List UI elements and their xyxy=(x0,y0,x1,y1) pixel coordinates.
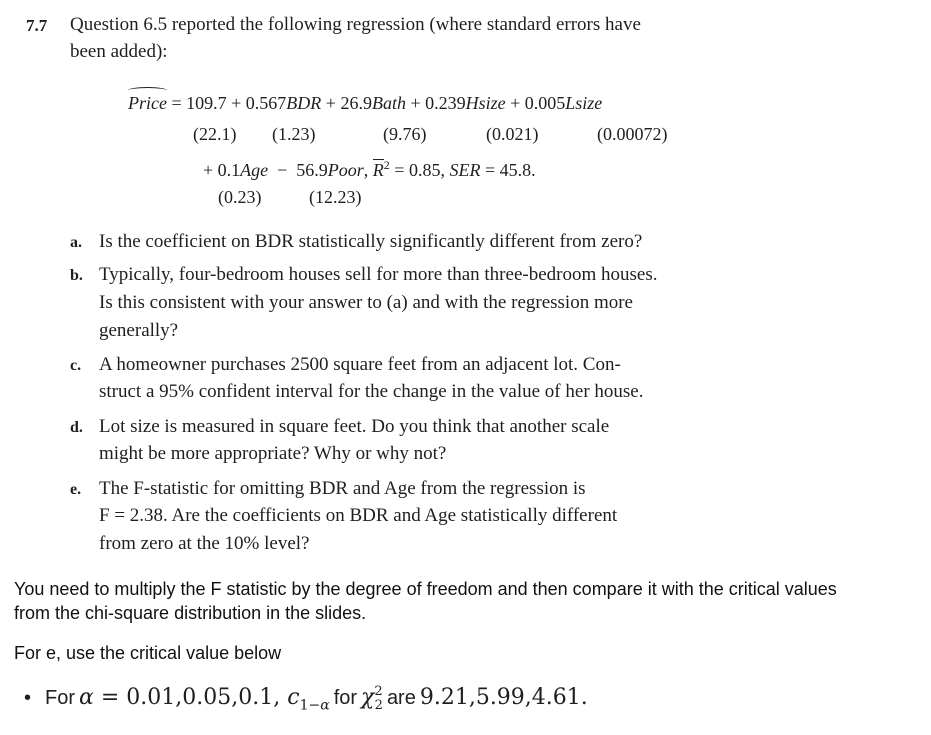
part-b-label: b. xyxy=(70,267,83,284)
bullet-dot: • xyxy=(24,687,32,709)
se-1: (22.1) xyxy=(193,124,237,144)
note-line-1: You need to multiply the F statistic by the degree of freedom and then compare it with the critical values xyxy=(14,579,837,599)
part-e-label: e. xyxy=(70,481,82,498)
part-c-line-1: A homeowner purchases 2500 square feet from an adjacent lot. Con- xyxy=(99,354,621,375)
part-e-line-3: from zero at the 10% level? xyxy=(99,533,310,554)
se-4: (0.021) xyxy=(486,124,539,144)
part-b-line-1: Typically, four-bedroom houses sell for more than three-bedroom houses. xyxy=(99,264,658,285)
part-d-line-1: Lot size is measured in square feet. Do you think that another scale xyxy=(99,416,610,437)
intro-line-1: Question 6.5 reported the following regression (where standard errors have xyxy=(70,14,641,35)
intro-line-2: been added): xyxy=(70,41,168,62)
r2-value: = 0.85, xyxy=(394,160,445,180)
bullet-mid: for xyxy=(333,687,358,709)
se-7: (12.23) xyxy=(309,187,362,207)
part-c-line-2: struct a 95% confident interval for the change in the value of her house. xyxy=(99,381,644,402)
r2-label: R xyxy=(372,160,384,180)
note-line-3: For e, use the critical value below xyxy=(14,643,282,663)
bullet-prefix: For xyxy=(45,687,76,709)
part-e-line-1: The F-statistic for omitting BDR and Age from the regression is xyxy=(99,478,586,499)
part-a-label: a. xyxy=(70,234,82,251)
part-b-line-2: Is this consistent with your answer to (a) and with the regression more xyxy=(99,292,633,313)
part-c-label: c. xyxy=(70,357,82,374)
regression-lhs: Price xyxy=(128,93,167,113)
alpha-values: = 0.01,0.05,0.1, xyxy=(100,685,281,710)
problem-number: 7.7 xyxy=(26,16,48,35)
regression-line-2: + 0.1Age − 56.9Poor, $R^2 = 0.85$, SER = 45.8. xyxy=(203,158,536,180)
part-d-label: d. xyxy=(70,419,83,436)
se-6: (0.23) xyxy=(218,187,262,207)
critical-values: 9.21,5.99,4.61. xyxy=(419,685,588,710)
regression-line-1: Price = 109.7 + 0.567BDR + 26.9Bath + 0.239Hsize + 0.005Lsize xyxy=(128,93,603,113)
part-b-line-3: generally? xyxy=(99,320,179,341)
part-e-line-2: F = 2.38. Are the coefficients on BDR and Age statistically different xyxy=(99,505,618,526)
critical-value-bullet: • For α = 0.01,0.05,0.1, $c_{1-\alpha}$ for $\chi^2_2$ are 9.21,5.99,4.61. xyxy=(24,684,588,714)
se-3: (9.76) xyxy=(383,124,427,144)
se-5: (0.00072) xyxy=(597,124,668,144)
bullet-suffix: are xyxy=(386,687,416,709)
part-a-line-1: Is the coefficient on BDR statistically significantly different from zero? xyxy=(99,231,643,252)
se-2: (1.23) xyxy=(272,124,316,144)
note-line-2: from the chi-square distribution in the slides. xyxy=(14,603,367,623)
part-d-line-2: might be more appropriate? Why or why not? xyxy=(99,443,447,464)
